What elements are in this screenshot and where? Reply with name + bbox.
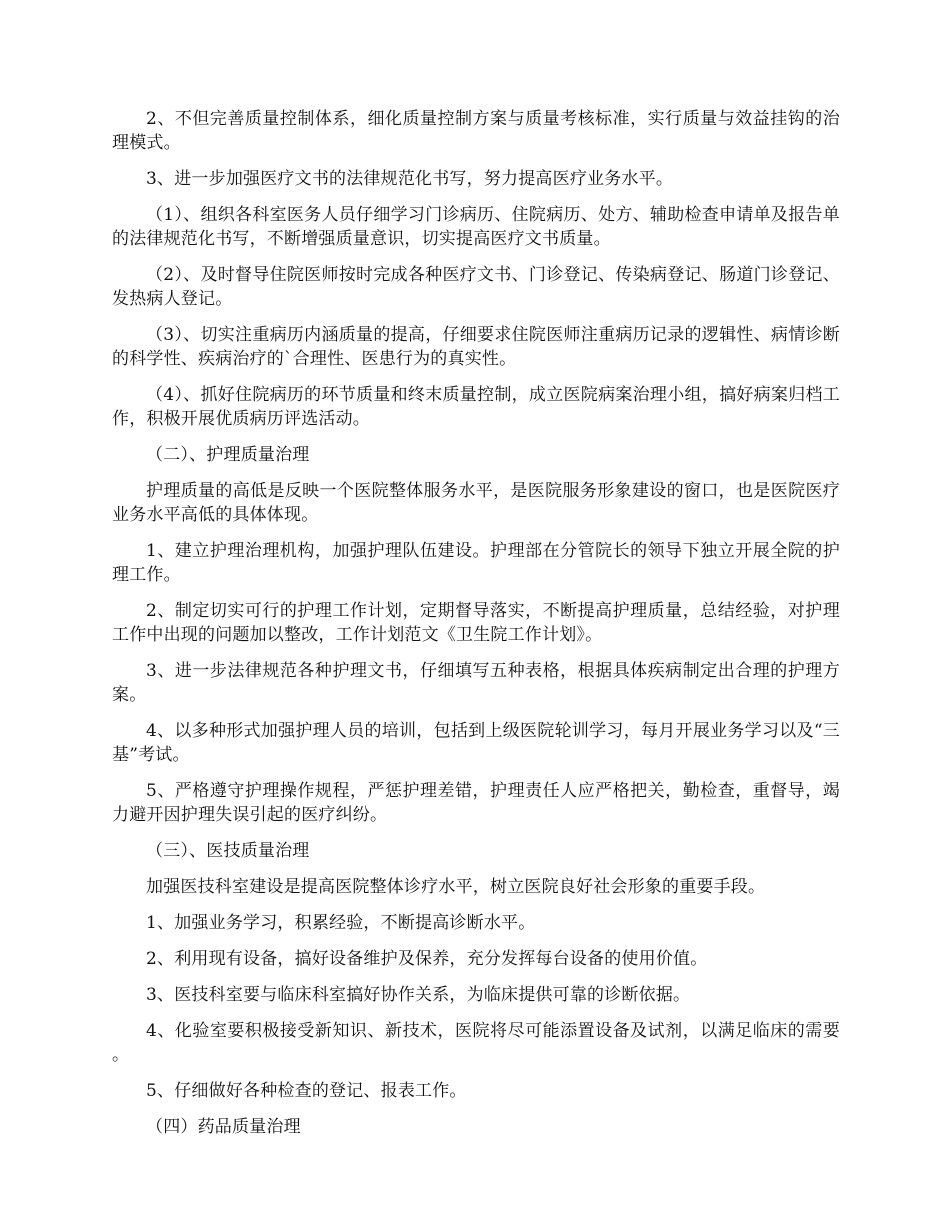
paragraph-document-supervision: （2）、及时督导住院医师按时完成各种医疗文书、门诊登记、传染病登记、肠道门诊登记、发热病人登记。: [112, 265, 840, 309]
paragraph-laboratory-development: 4、化验室要积极接受新知识、新技术，医院将尽可能添置设备及试剂，以满足临床的需要。: [112, 1021, 840, 1065]
paragraph-clinical-cooperation: 3、医技科室要与临床科室搞好协作关系，为临床提供可靠的诊断依据。: [146, 985, 691, 1005]
paragraph-medical-documents: 3、进一步加强医疗文书的法律规范化书写，努力提高医疗业务水平。: [146, 169, 674, 189]
document-body: [112, 107, 840, 1151]
paragraph-business-learning: 1、加强业务学习，积累经验，不断提高诊断水平。: [146, 913, 536, 933]
paragraph-medical-technology-intro: 加强医技科室建设是提高医院整体诊疗水平，树立医院良好社会形象的重要手段。: [146, 877, 766, 897]
paragraph-nursing-documents: 3、进一步法律规范各种护理文书，仔细填写五种表格，根据具体疾病制定出合理的护理方案。: [112, 661, 840, 705]
paragraph-nursing-training: 4、以多种形式加强护理人员的培训，包括到上级医院轮训学习，每月开展业务学习以及“三基”考试。: [112, 721, 840, 765]
paragraph-examination-records: 5、仔细做好各种检查的登记、报表工作。: [146, 1081, 467, 1101]
paragraph-quality-control-system: 2、不但完善质量控制体系，细化质量控制方案与质量考核标准，实行质量与效益挂钩的治理模式。: [112, 109, 840, 153]
paragraph-equipment-maintenance: 2、利用现有设备，搞好设备维护及保养，充分发挥每台设备的使用价值。: [146, 949, 708, 969]
section-heading-nursing-quality: （二）、护理质量治理: [146, 445, 310, 465]
paragraph-nursing-plan: 2、制定切实可行的护理工作计划，定期督导落实，不断提高护理质量，总结经验，对护理工作中出现的问题加以整改，工作计划范文《卫生院工作计划》。: [112, 601, 840, 645]
paragraph-record-quality: （3）、切实注重病历内涵质量的提高，仔细要求住院医师注重病历记录的逻辑性、病情诊断的科学性、疾病治疗的`合理性、医患行为的真实性。: [112, 325, 840, 369]
section-heading-drug-quality: （四）药品质量治理: [146, 1117, 301, 1137]
section-heading-medical-technology-quality: （三）、医技质量治理: [146, 841, 310, 861]
paragraph-nursing-intro: 护理质量的高低是反映一个医院整体服务水平，是医院服务形象建设的窗口，也是医院医疗业务水平高低的具体体现。: [112, 481, 840, 525]
paragraph-document-training: （1）、组织各科室医务人员仔细学习门诊病历、住院病历、处方、辅助检查申请单及报告单的法律规范化书写，不断增强质量意识，切实提高医疗文书质量。: [112, 205, 840, 249]
paragraph-record-control: （4）、抓好住院病历的环节质量和终末质量控制，成立医院病案治理小组，搞好病案归档工作，积极开展优质病历评选活动。: [112, 385, 840, 429]
paragraph-nursing-organization: 1、建立护理治理机构，加强护理队伍建设。护理部在分管院长的领导下独立开展全院的护理工作。: [112, 541, 840, 585]
paragraph-nursing-rules: 5、严格遵守护理操作规程，严惩护理差错，护理责任人应严格把关，勤检查，重督导，竭力避开因护理失误引起的医疗纠纷。: [112, 781, 840, 825]
